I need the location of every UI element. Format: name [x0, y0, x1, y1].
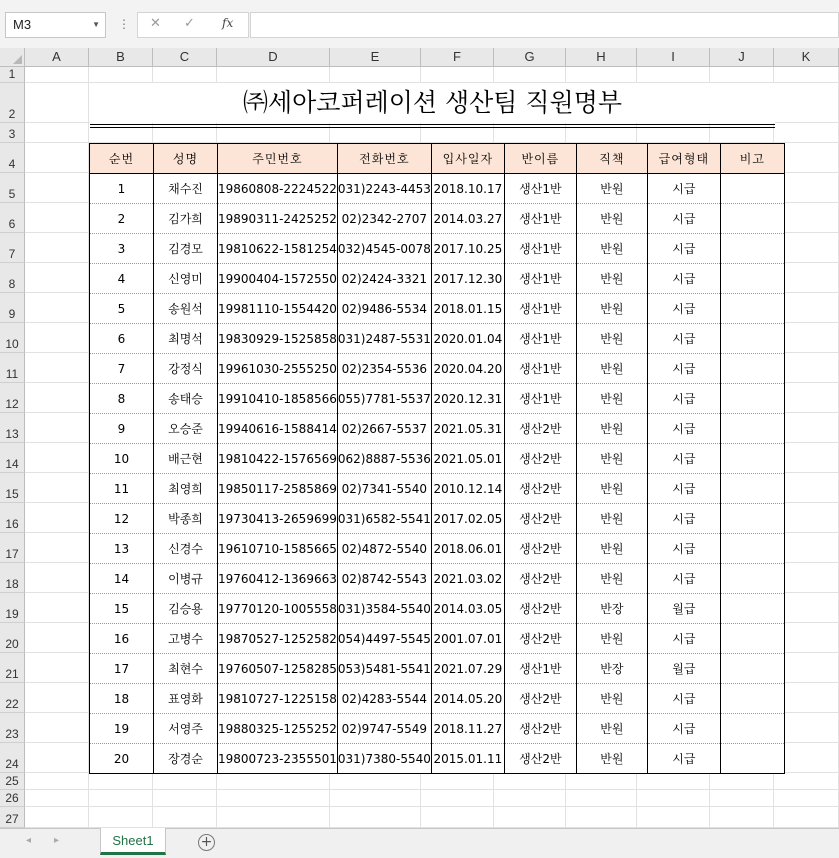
- table-cell[interactable]: 김가희: [154, 204, 218, 234]
- table-cell[interactable]: 시급: [647, 174, 720, 204]
- table-cell[interactable]: 배근현: [154, 444, 218, 474]
- column-heading[interactable]: 전화번호: [337, 144, 431, 174]
- table-cell[interactable]: [720, 594, 784, 624]
- row-header-19[interactable]: 19: [0, 593, 25, 623]
- table-cell[interactable]: 반원: [576, 294, 647, 324]
- row-header-12[interactable]: 12: [0, 383, 25, 413]
- column-header-i[interactable]: I: [637, 48, 710, 67]
- column-header-e[interactable]: E: [330, 48, 421, 67]
- column-header-j[interactable]: J: [710, 48, 774, 67]
- table-row: [90, 744, 785, 774]
- table-cell[interactable]: [720, 654, 784, 684]
- column-heading[interactable]: 직책: [576, 144, 647, 174]
- table-cell[interactable]: 반원: [576, 564, 647, 594]
- table-cell[interactable]: 생산1반: [504, 354, 576, 384]
- table-cell[interactable]: 2021.07.29: [431, 654, 504, 684]
- formula-buttons: [137, 12, 249, 38]
- employee-table: [89, 143, 785, 774]
- table-cell[interactable]: 02)4283-5544: [337, 684, 431, 714]
- table-cell[interactable]: [720, 474, 784, 504]
- table-cell[interactable]: 031)7380-5540: [337, 744, 431, 774]
- table-cell[interactable]: 생산1반: [504, 384, 576, 414]
- table-cell[interactable]: [720, 564, 784, 594]
- table-row: [90, 624, 785, 654]
- table-cell[interactable]: 최영희: [154, 474, 218, 504]
- table-cell[interactable]: 반원: [576, 714, 647, 744]
- table-row: [90, 504, 785, 534]
- table-cell[interactable]: 생산2반: [504, 594, 576, 624]
- table-cell[interactable]: 서영주: [154, 714, 218, 744]
- row-header-13[interactable]: 13: [0, 413, 25, 443]
- title-double-underline: [90, 124, 775, 128]
- column-header-g[interactable]: G: [494, 48, 566, 67]
- row-header-9[interactable]: 9: [0, 293, 25, 323]
- row-header-6[interactable]: 6: [0, 203, 25, 233]
- table-cell[interactable]: 2020.01.04: [431, 324, 504, 354]
- row-header-25[interactable]: 25: [0, 773, 25, 790]
- table-header-row: [90, 144, 785, 174]
- table-cell[interactable]: 19810727-1225158: [218, 684, 338, 714]
- table-cell[interactable]: 시급: [647, 564, 720, 594]
- row-header-21[interactable]: 21: [0, 653, 25, 683]
- table-cell[interactable]: 2018.11.27: [431, 714, 504, 744]
- table-row: [90, 324, 785, 354]
- table-row: [90, 714, 785, 744]
- table-cell[interactable]: 19870527-1252582: [218, 624, 338, 654]
- table-cell[interactable]: 김승용: [154, 594, 218, 624]
- cancel-icon[interactable]: ✕: [150, 16, 161, 31]
- row-header-20[interactable]: 20: [0, 623, 25, 653]
- row-header-27[interactable]: 27: [0, 807, 25, 828]
- table-cell[interactable]: 15: [90, 594, 154, 624]
- table-cell[interactable]: 19880325-1255252: [218, 714, 338, 744]
- table-cell[interactable]: [720, 204, 784, 234]
- table-cell[interactable]: 19: [90, 714, 154, 744]
- row-header-8[interactable]: 8: [0, 263, 25, 293]
- column-heading[interactable]: 반이름: [504, 144, 576, 174]
- row-header-18[interactable]: 18: [0, 563, 25, 593]
- table-cell[interactable]: 신경수: [154, 534, 218, 564]
- table-cell[interactable]: 2010.12.14: [431, 474, 504, 504]
- table-cell[interactable]: 시급: [647, 684, 720, 714]
- table-cell[interactable]: 표영화: [154, 684, 218, 714]
- table-cell[interactable]: 2015.01.11: [431, 744, 504, 774]
- table-cell[interactable]: [720, 354, 784, 384]
- table-cell[interactable]: 13: [90, 534, 154, 564]
- table-cell[interactable]: 12: [90, 504, 154, 534]
- table-cell[interactable]: 19610710-1585665: [218, 534, 338, 564]
- table-cell[interactable]: 032)4545-0078: [337, 234, 431, 264]
- table-cell[interactable]: 생산1반: [504, 324, 576, 354]
- table-row: [90, 204, 785, 234]
- column-header-f[interactable]: F: [421, 48, 494, 67]
- table-cell[interactable]: 시급: [647, 414, 720, 444]
- table-row: [90, 384, 785, 414]
- column-header-a[interactable]: A: [25, 48, 89, 67]
- more-options-icon: ⋮: [118, 17, 130, 31]
- table-cell[interactable]: 2017.12.30: [431, 264, 504, 294]
- table-cell[interactable]: 062)8887-5536: [337, 444, 431, 474]
- table-cell[interactable]: 반원: [576, 684, 647, 714]
- table-cell[interactable]: 4: [90, 264, 154, 294]
- column-heading[interactable]: 급여형태: [647, 144, 720, 174]
- table-cell[interactable]: 031)2487-5531: [337, 324, 431, 354]
- table-cell[interactable]: 시급: [647, 744, 720, 774]
- chevron-down-icon[interactable]: ▼: [92, 20, 100, 29]
- sheet-title[interactable]: ㈜세아코퍼레이션 생산팀 직원명부: [90, 83, 775, 123]
- gridline-horizontal: [25, 789, 839, 790]
- table-cell[interactable]: 2021.05.31: [431, 414, 504, 444]
- table-cell[interactable]: 생산1반: [504, 294, 576, 324]
- table-cell[interactable]: 02)2342-2707: [337, 204, 431, 234]
- insert-function-icon[interactable]: fx: [222, 16, 234, 30]
- table-cell[interactable]: 생산2반: [504, 414, 576, 444]
- table-cell[interactable]: 19940616-1588414: [218, 414, 338, 444]
- table-cell[interactable]: [720, 264, 784, 294]
- table-cell[interactable]: 시급: [647, 264, 720, 294]
- column-header-d[interactable]: D: [217, 48, 330, 67]
- table-cell[interactable]: 시급: [647, 474, 720, 504]
- table-cell[interactable]: 1: [90, 174, 154, 204]
- table-cell[interactable]: 시급: [647, 234, 720, 264]
- table-cell[interactable]: 채수진: [154, 174, 218, 204]
- table-cell[interactable]: [720, 384, 784, 414]
- table-cell[interactable]: 19730413-2659699: [218, 504, 338, 534]
- table-cell[interactable]: 생산1반: [504, 204, 576, 234]
- column-heading[interactable]: 주민번호: [218, 144, 338, 174]
- table-cell[interactable]: 반원: [576, 504, 647, 534]
- table-cell[interactable]: 반원: [576, 534, 647, 564]
- table-cell[interactable]: 2020.12.31: [431, 384, 504, 414]
- row-header-4[interactable]: 4: [0, 143, 25, 173]
- table-row: [90, 474, 785, 504]
- table-cell[interactable]: 월급: [647, 654, 720, 684]
- table-cell[interactable]: 11: [90, 474, 154, 504]
- table-cell[interactable]: 19760412-1369663: [218, 564, 338, 594]
- table-cell[interactable]: 10: [90, 444, 154, 474]
- table-cell[interactable]: 20: [90, 744, 154, 774]
- table-cell[interactable]: 생산2반: [504, 474, 576, 504]
- table-cell[interactable]: [720, 324, 784, 354]
- table-cell[interactable]: [720, 234, 784, 264]
- row-header-17[interactable]: 17: [0, 533, 25, 563]
- table-cell[interactable]: 02)4872-5540: [337, 534, 431, 564]
- table-cell[interactable]: 반원: [576, 264, 647, 294]
- table-cell[interactable]: 2: [90, 204, 154, 234]
- table-cell[interactable]: 반원: [576, 444, 647, 474]
- column-header-c[interactable]: C: [153, 48, 217, 67]
- row-header-10[interactable]: 10: [0, 323, 25, 353]
- table-cell[interactable]: 신영미: [154, 264, 218, 294]
- select-all-button[interactable]: [0, 48, 25, 67]
- table-cell[interactable]: 8: [90, 384, 154, 414]
- table-cell[interactable]: 시급: [647, 294, 720, 324]
- table-cell[interactable]: 031)2243-4453: [337, 174, 431, 204]
- table-row: [90, 564, 785, 594]
- table-cell[interactable]: 월급: [647, 594, 720, 624]
- table-cell[interactable]: 반원: [576, 624, 647, 654]
- table-cell[interactable]: 반원: [576, 414, 647, 444]
- table-cell[interactable]: 반원: [576, 234, 647, 264]
- column-heading[interactable]: 순번: [90, 144, 154, 174]
- table-cell[interactable]: [720, 444, 784, 474]
- table-cell[interactable]: 시급: [647, 504, 720, 534]
- table-cell[interactable]: 시급: [647, 534, 720, 564]
- row-header-26[interactable]: 26: [0, 790, 25, 807]
- table-cell[interactable]: 시급: [647, 204, 720, 234]
- table-cell[interactable]: 생산2반: [504, 714, 576, 744]
- table-cell[interactable]: 송태승: [154, 384, 218, 414]
- gridline-horizontal: [25, 806, 839, 807]
- table-cell[interactable]: 02)8742-5543: [337, 564, 431, 594]
- next-sheet-icon[interactable]: ▸: [54, 835, 60, 846]
- table-cell[interactable]: 생산1반: [504, 234, 576, 264]
- row-header-23[interactable]: 23: [0, 713, 25, 743]
- sheet-tab-bar: [0, 828, 839, 858]
- table-cell[interactable]: 19770120-1005558: [218, 594, 338, 624]
- table-cell[interactable]: 생산2반: [504, 744, 576, 774]
- column-heading[interactable]: 입사일자: [431, 144, 504, 174]
- table-cell[interactable]: 최명석: [154, 324, 218, 354]
- table-cell[interactable]: 장경순: [154, 744, 218, 774]
- table-cell[interactable]: [720, 504, 784, 534]
- table-cell[interactable]: 031)3584-5540: [337, 594, 431, 624]
- table-cell[interactable]: 7: [90, 354, 154, 384]
- row-header-16[interactable]: 16: [0, 503, 25, 533]
- table-cell[interactable]: 19860808-2224522: [218, 174, 338, 204]
- table-cell[interactable]: 고병수: [154, 624, 218, 654]
- table-cell[interactable]: 생산2반: [504, 504, 576, 534]
- table-cell[interactable]: [720, 174, 784, 204]
- table-cell[interactable]: 반원: [576, 474, 647, 504]
- table-cell[interactable]: 2021.05.01: [431, 444, 504, 474]
- table-cell[interactable]: 2001.07.01: [431, 624, 504, 654]
- table-cell[interactable]: 반원: [576, 204, 647, 234]
- table-cell[interactable]: 이병규: [154, 564, 218, 594]
- table-cell[interactable]: 5: [90, 294, 154, 324]
- table-cell[interactable]: 02)9486-5534: [337, 294, 431, 324]
- table-cell[interactable]: 최현수: [154, 654, 218, 684]
- table-cell[interactable]: 시급: [647, 714, 720, 744]
- row-header-11[interactable]: 11: [0, 353, 25, 383]
- row-header-3[interactable]: 3: [0, 123, 25, 143]
- column-heading[interactable]: 비고: [720, 144, 784, 174]
- table-row: [90, 444, 785, 474]
- table-row: [90, 174, 785, 204]
- table-cell[interactable]: 19800723-2355501: [218, 744, 338, 774]
- table-cell[interactable]: 2018.10.17: [431, 174, 504, 204]
- table-cell[interactable]: 17: [90, 654, 154, 684]
- row-header-14[interactable]: 14: [0, 443, 25, 473]
- sheet-tab-sheet1[interactable]: Sheet1: [100, 828, 166, 855]
- table-cell[interactable]: 19760507-1258285: [218, 654, 338, 684]
- table-row: [90, 534, 785, 564]
- table-cell[interactable]: 김경모: [154, 234, 218, 264]
- table-cell[interactable]: 시급: [647, 624, 720, 654]
- table-cell[interactable]: 반장: [576, 594, 647, 624]
- table-cell[interactable]: [720, 624, 784, 654]
- table-cell[interactable]: 반원: [576, 384, 647, 414]
- table-cell[interactable]: 19890311-2425252: [218, 204, 338, 234]
- table-cell[interactable]: 054)4497-5545: [337, 624, 431, 654]
- row-header-2[interactable]: 2: [0, 83, 25, 123]
- table-cell[interactable]: 2017.02.05: [431, 504, 504, 534]
- column-heading[interactable]: 성명: [154, 144, 218, 174]
- table-cell[interactable]: 031)6582-5541: [337, 504, 431, 534]
- table-cell[interactable]: 생산1반: [504, 654, 576, 684]
- table-cell[interactable]: [720, 684, 784, 714]
- table-cell[interactable]: 생산2반: [504, 684, 576, 714]
- table-cell[interactable]: 생산2반: [504, 444, 576, 474]
- table-row: [90, 354, 785, 384]
- table-cell[interactable]: 19810422-1576569: [218, 444, 338, 474]
- table-cell[interactable]: 19981110-1554420: [218, 294, 338, 324]
- table-cell[interactable]: 19850117-2585869: [218, 474, 338, 504]
- name-box-value: M3: [13, 17, 32, 32]
- table-cell[interactable]: 생산2반: [504, 624, 576, 654]
- column-header-b[interactable]: B: [89, 48, 153, 67]
- column-header-k[interactable]: K: [774, 48, 839, 67]
- table-cell[interactable]: 2020.04.20: [431, 354, 504, 384]
- enter-icon[interactable]: ✓: [184, 16, 195, 31]
- table-cell[interactable]: 19961030-2555250: [218, 354, 338, 384]
- table-cell[interactable]: 반장: [576, 654, 647, 684]
- table-cell[interactable]: [720, 294, 784, 324]
- table-row: [90, 234, 785, 264]
- table-row: [90, 684, 785, 714]
- table-cell[interactable]: 19810622-1581254: [218, 234, 338, 264]
- table-cell[interactable]: 반원: [576, 174, 647, 204]
- table-cell[interactable]: 19830929-1525858: [218, 324, 338, 354]
- formula-bar: [0, 0, 839, 48]
- table-row: [90, 594, 785, 624]
- table-cell[interactable]: 생산2반: [504, 534, 576, 564]
- table-cell[interactable]: 19910410-1858566: [218, 384, 338, 414]
- table-cell[interactable]: 생산1반: [504, 264, 576, 294]
- table-cell[interactable]: 시급: [647, 354, 720, 384]
- table-cell[interactable]: 2018.06.01: [431, 534, 504, 564]
- row-header-1[interactable]: 1: [0, 67, 25, 83]
- table-cell[interactable]: 9: [90, 414, 154, 444]
- table-cell[interactable]: 053)5481-5541: [337, 654, 431, 684]
- table-cell[interactable]: [720, 414, 784, 444]
- table-cell[interactable]: 송원석: [154, 294, 218, 324]
- table-cell[interactable]: 3: [90, 234, 154, 264]
- add-sheet-icon[interactable]: +: [198, 834, 215, 851]
- row-header-15[interactable]: 15: [0, 473, 25, 503]
- table-cell[interactable]: 16: [90, 624, 154, 654]
- table-cell[interactable]: 02)2354-5536: [337, 354, 431, 384]
- table-cell[interactable]: 2014.03.05: [431, 594, 504, 624]
- table-cell[interactable]: 18: [90, 684, 154, 714]
- table-cell[interactable]: 시급: [647, 384, 720, 414]
- table-cell[interactable]: 02)9747-5549: [337, 714, 431, 744]
- table-cell[interactable]: 2017.10.25: [431, 234, 504, 264]
- table-cell[interactable]: 시급: [647, 324, 720, 354]
- table-cell[interactable]: 02)2424-3321: [337, 264, 431, 294]
- table-row: [90, 264, 785, 294]
- table-cell[interactable]: 02)7341-5540: [337, 474, 431, 504]
- name-box[interactable]: [5, 12, 106, 38]
- table-row: [90, 654, 785, 684]
- table-cell[interactable]: 반원: [576, 354, 647, 384]
- table-cell[interactable]: 02)2667-5537: [337, 414, 431, 444]
- table-row: [90, 414, 785, 444]
- table-cell[interactable]: 강정식: [154, 354, 218, 384]
- table-row: [90, 294, 785, 324]
- table-cell[interactable]: 박종희: [154, 504, 218, 534]
- table-cell[interactable]: 19900404-1572550: [218, 264, 338, 294]
- row-header-7[interactable]: 7: [0, 233, 25, 263]
- table-cell[interactable]: 2014.03.27: [431, 204, 504, 234]
- table-cell[interactable]: 2018.01.15: [431, 294, 504, 324]
- table-cell[interactable]: 2021.03.02: [431, 564, 504, 594]
- table-cell[interactable]: 055)7781-5537: [337, 384, 431, 414]
- table-cell[interactable]: [720, 534, 784, 564]
- table-cell[interactable]: 생산1반: [504, 174, 576, 204]
- table-cell[interactable]: 2014.05.20: [431, 684, 504, 714]
- column-header-h[interactable]: H: [566, 48, 637, 67]
- table-cell[interactable]: 생산2반: [504, 564, 576, 594]
- table-cell[interactable]: [720, 714, 784, 744]
- table-cell[interactable]: 반원: [576, 324, 647, 354]
- table-cell[interactable]: 시급: [647, 444, 720, 474]
- table-cell[interactable]: 6: [90, 324, 154, 354]
- table-cell[interactable]: 오승준: [154, 414, 218, 444]
- row-header-5[interactable]: 5: [0, 173, 25, 203]
- row-header-24[interactable]: 24: [0, 743, 25, 773]
- table-cell[interactable]: [720, 744, 784, 774]
- table-cell[interactable]: 14: [90, 564, 154, 594]
- formula-input[interactable]: [250, 12, 839, 38]
- table-cell[interactable]: 반원: [576, 744, 647, 774]
- row-header-22[interactable]: 22: [0, 683, 25, 713]
- prev-sheet-icon[interactable]: ◂: [26, 835, 32, 846]
